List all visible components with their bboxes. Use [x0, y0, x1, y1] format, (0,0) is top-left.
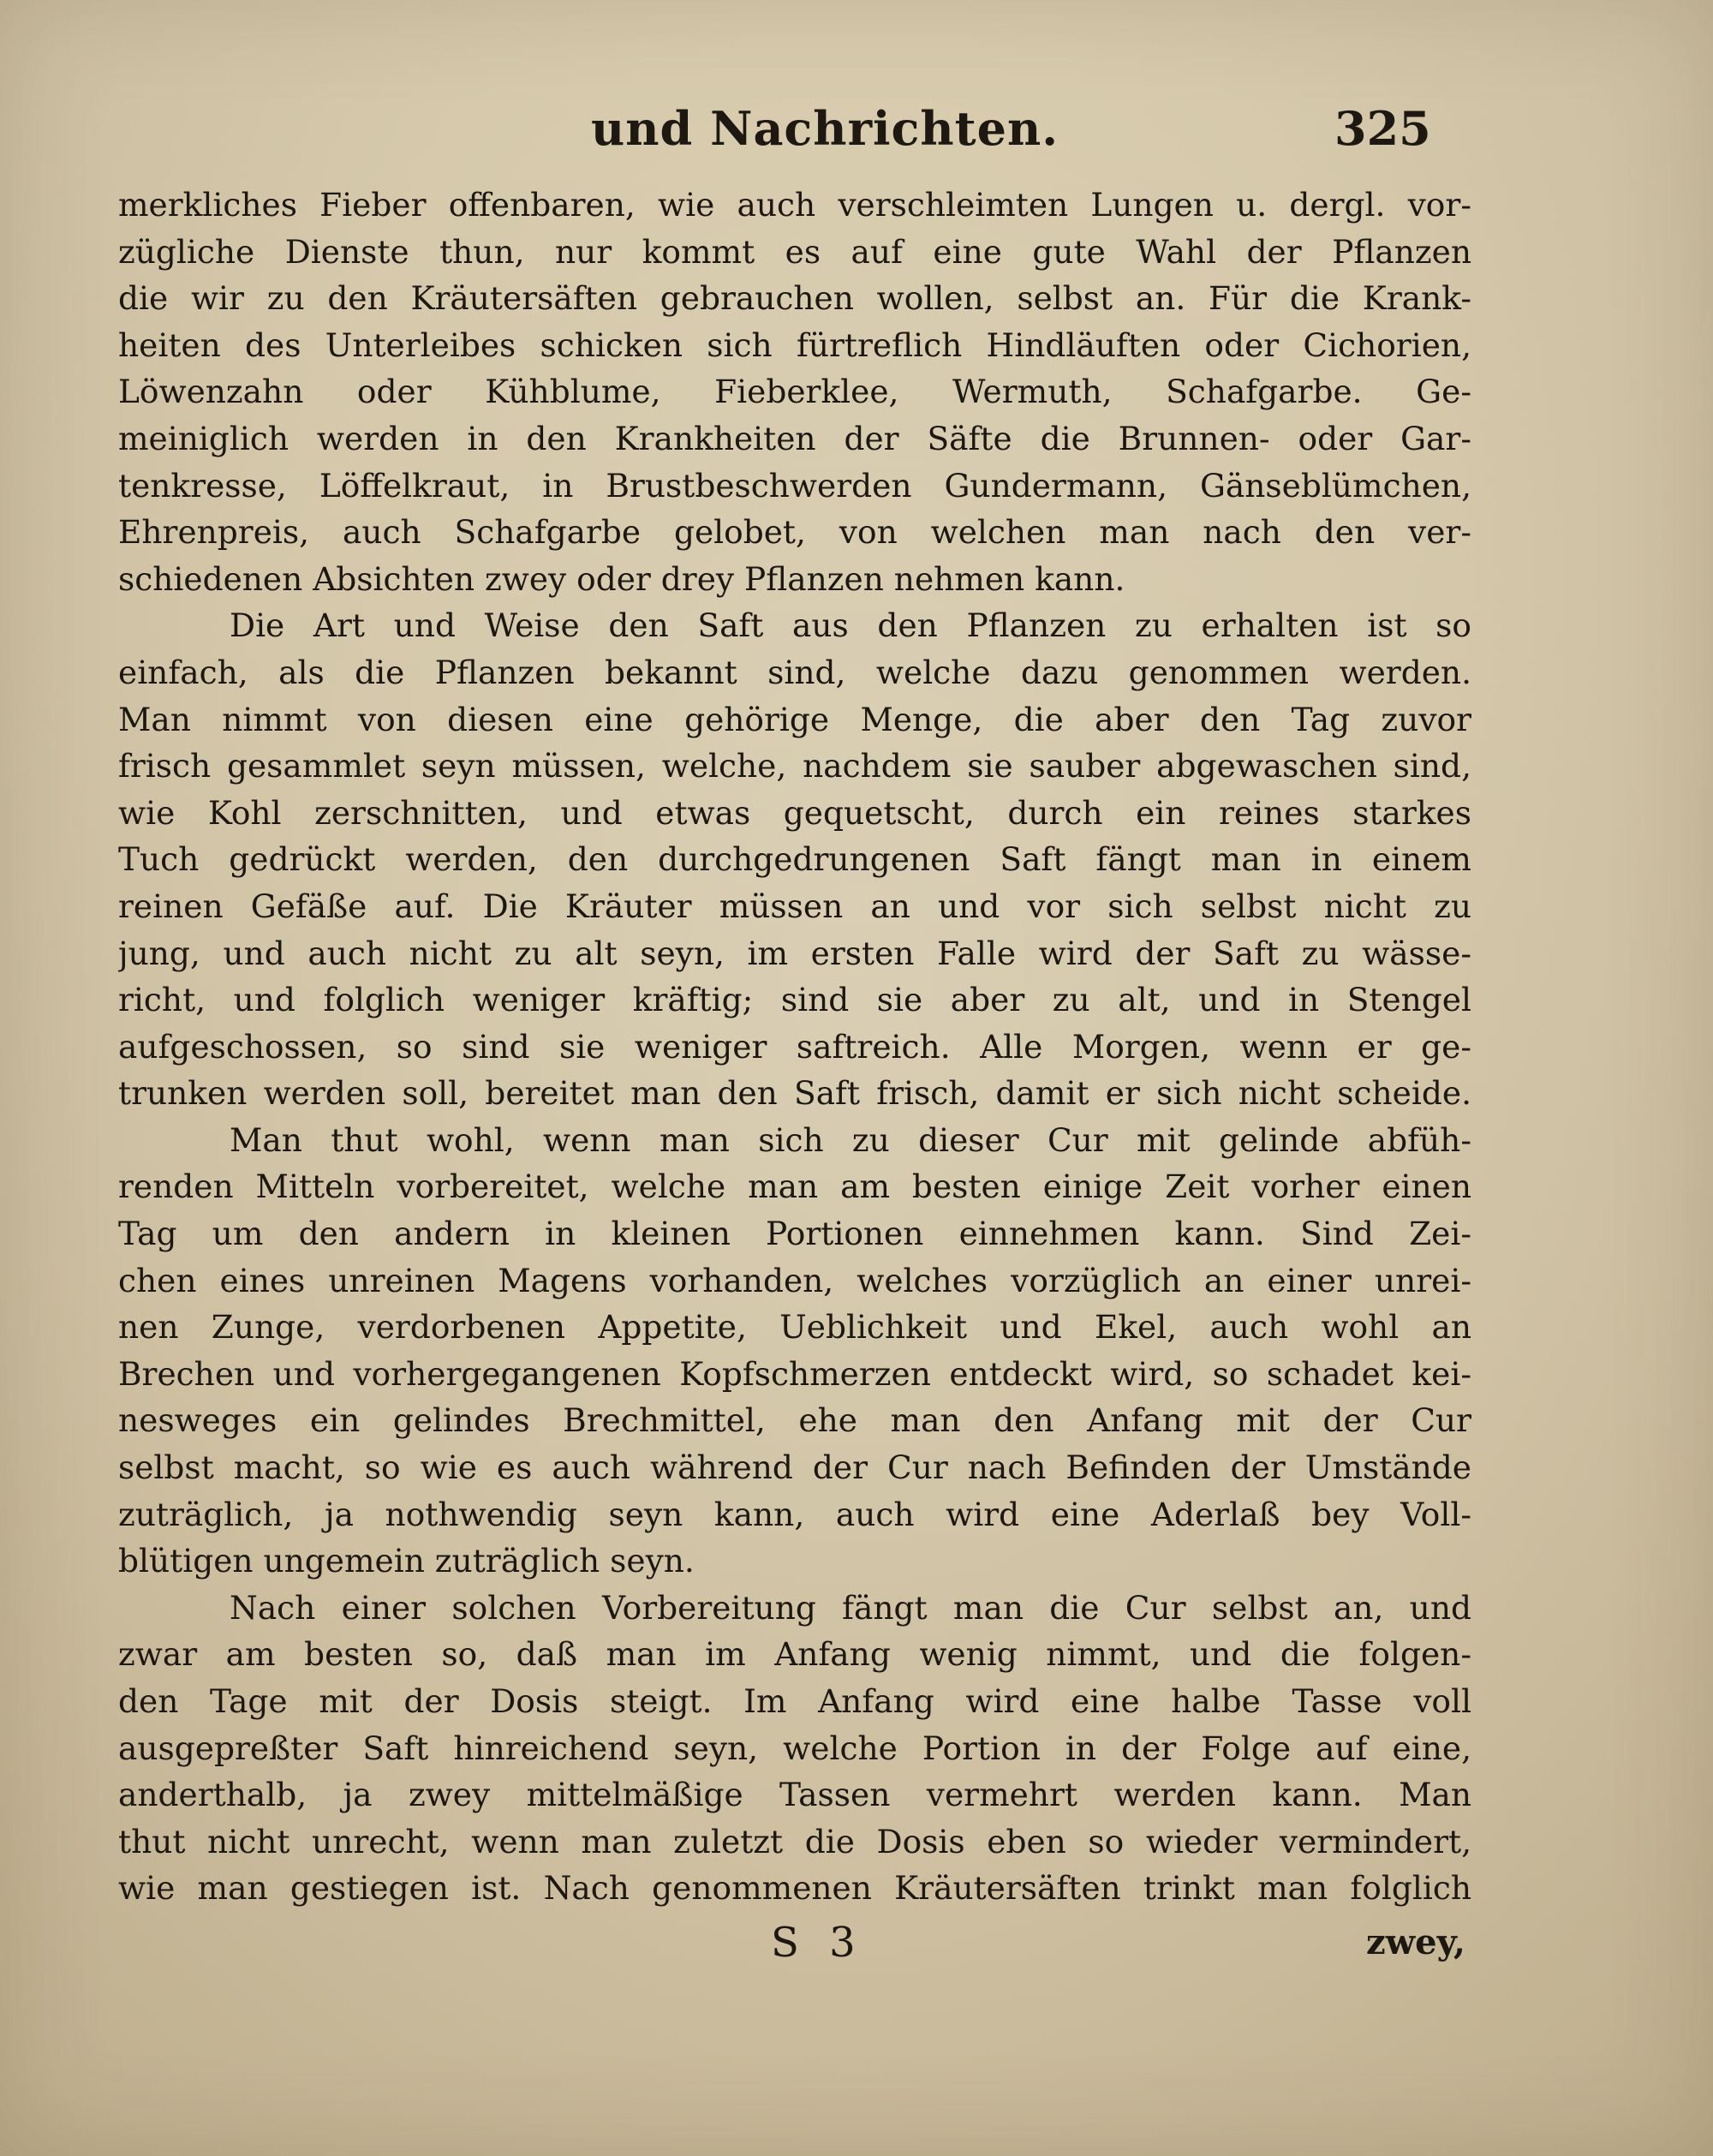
text-line: jung, und auch nicht zu alt seyn, im ersten Falle wird der Saft zu wässe-	[118, 934, 1471, 972]
text-line: zuträglich, ja nothwendig seyn kann, auch wird eine Aderlaß bey Voll-	[118, 1495, 1471, 1533]
catchword: zwey,	[1366, 1922, 1465, 1962]
text-line: selbst macht, so wie es auch während der Cur nach Befinden der Umstände	[118, 1448, 1471, 1487]
paragraph-start-line: Man thut wohl, wenn man sich zu dieser Cur mit gelinde abfüh-	[230, 1120, 1471, 1159]
text-line: aufgeschossen, so sind sie weniger saftreich. Alle Morgen, wenn er ge-	[118, 1027, 1471, 1066]
text-line: Tuch gedrückt werden, den durchgedrungenen Saft fängt man in einem	[118, 840, 1471, 879]
text-line: zügliche Dienste thun, nur kommt es auf eine gute Wahl der Pflanzen	[118, 232, 1471, 271]
text-line: nen Zunge, verdorbenen Appetite, Ueblichkeit und Ekel, auch wohl an	[118, 1308, 1471, 1347]
text-line: ausgepreßter Saft hinreichend seyn, welche Portion in der Folge auf eine,	[118, 1729, 1471, 1767]
text-line: anderthalb, ja zwey mittelmäßige Tassen vermehrt werden kann. Man	[118, 1776, 1471, 1814]
text-line: einfach, als die Pflanzen bekannt sind, welche dazu genommen werden.	[118, 653, 1471, 691]
text-line: schiedenen Absichten zwey oder drey Pflanzen nehmen kann.	[118, 559, 1125, 598]
text-line: Tag um den andern in kleinen Portionen einnehmen kann. Sind Zei-	[118, 1215, 1471, 1253]
text-line: blütigen ungemein zuträglich seyn.	[118, 1542, 695, 1580]
text-line: richt, und folglich weniger kräftig; sind sie aber zu alt, und in Stengel	[118, 981, 1471, 1019]
text-line: trunken werden soll, bereitet man den Saft frisch, damit er sich nicht scheide.	[118, 1074, 1471, 1113]
text-line: thut nicht unrecht, wenn man zuletzt die Dosis eben so wieder vermindert,	[118, 1822, 1471, 1860]
text-line: nesweges ein gelindes Brechmittel, ehe man den Anfang mit der Cur	[118, 1401, 1471, 1440]
text-line: heiten des Unterleibes schicken sich fürtreflich Hindläuften oder Cichorien,	[118, 325, 1471, 364]
text-line: Löwenzahn oder Kühblume, Fieberklee, Wermuth, Schafgarbe. Ge-	[118, 373, 1471, 411]
page-footer	[0, 1919, 1713, 1979]
body-text	[118, 182, 1471, 1912]
running-title: und Nachrichten.	[591, 101, 1059, 156]
text-line: chen eines unreinen Magens vorhanden, welches vorzüglich an einer unrei-	[118, 1261, 1471, 1299]
text-line: zwar am besten so, daß man im Anfang wenig nimmt, und die folgen-	[118, 1635, 1471, 1674]
text-line: tenkresse, Löffelkraut, in Brustbeschwerden Gundermann, Gänseblümchen,	[118, 466, 1471, 505]
text-line: frisch gesammlet seyn müssen, welche, nachdem sie sauber abgewaschen sind,	[118, 747, 1471, 785]
text-line: merkliches Fieber offenbaren, wie auch verschleimten Lungen u. dergl. vor-	[118, 186, 1471, 224]
text-line: Ehrenpreis, auch Schafgarbe gelobet, von welchen man nach den ver-	[118, 513, 1471, 552]
text-line: meiniglich werden in den Krankheiten der Säfte die Brunnen- oder Gar-	[118, 419, 1471, 457]
text-line: den Tage mit der Dosis steigt. Im Anfang wird eine halbe Tasse voll	[118, 1682, 1471, 1720]
text-line: wie man gestiegen ist. Nach genommenen Kräutersäften trinkt man folglich	[118, 1869, 1471, 1908]
text-line: Brechen und vorhergegangenen Kopfschmerzen entdeckt wird, so schadet kei-	[118, 1354, 1471, 1393]
paragraph-start-line: Nach einer solchen Vorbereitung fängt man die Cur selbst an, und	[230, 1588, 1471, 1627]
text-line: Man nimmt von diesen eine gehörige Menge, die aber den Tag zuvor	[118, 700, 1471, 738]
text-line: reinen Gefäße auf. Die Kräuter müssen an und vor sich selbst nicht zu	[118, 887, 1471, 925]
text-line: die wir zu den Kräutersäften gebrauchen wollen, selbst an. Für die Krank-	[118, 279, 1471, 318]
text-line: renden Mitteln vorbereitet, welche man am besten einige Zeit vorher einen	[118, 1168, 1471, 1206]
paragraph-start-line: Die Art und Weise den Saft aus den Pflanzen zu erhalten ist so	[230, 606, 1471, 645]
text-line: wie Kohl zerschnitten, und etwas gequetscht, durch ein reines starkes	[118, 793, 1471, 832]
page-header	[0, 101, 1713, 170]
page-number: 325	[1334, 101, 1431, 156]
signature-mark: S 3	[771, 1919, 864, 1967]
